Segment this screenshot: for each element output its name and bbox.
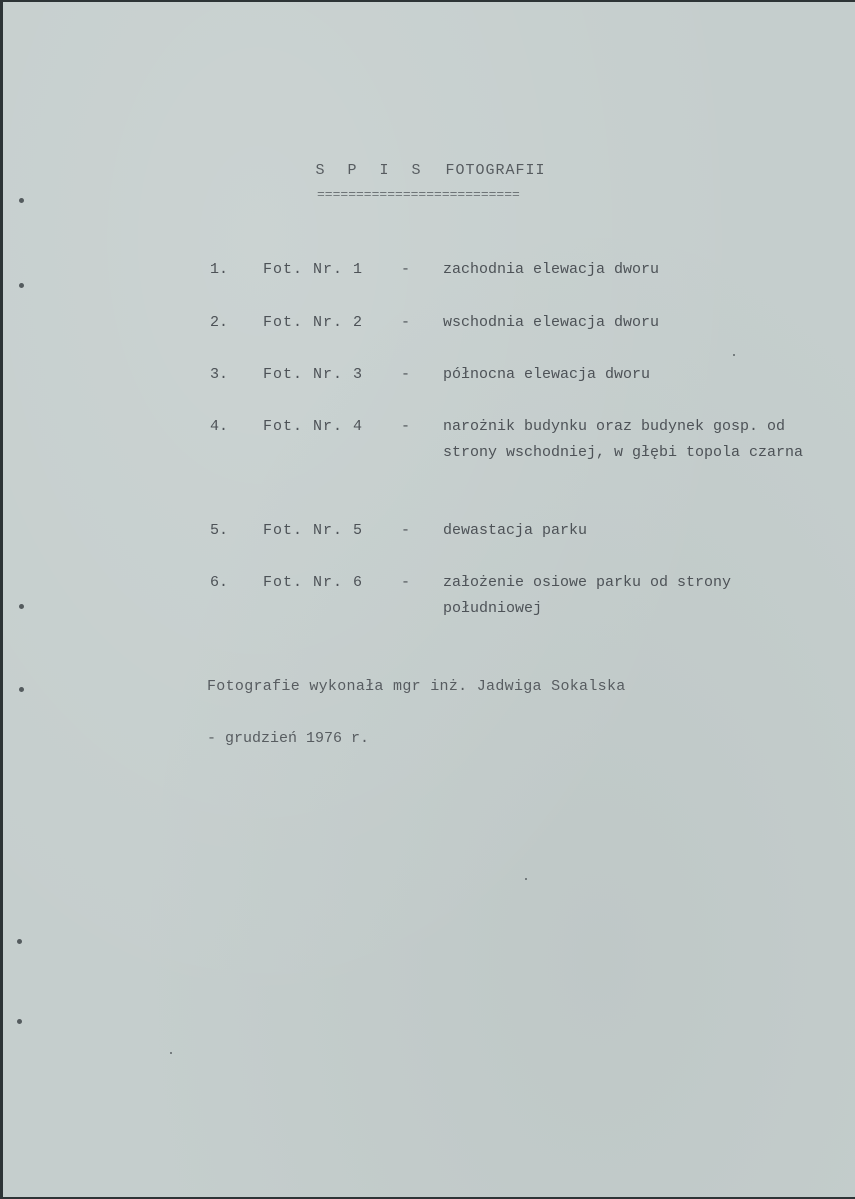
entry-dash: - (401, 366, 411, 383)
title-underline: ========================== (317, 188, 520, 202)
entry-description: zachodnia elewacja dworu (443, 261, 660, 278)
paper-speck (733, 354, 735, 356)
binding-hole (17, 939, 22, 944)
page-title (3, 162, 855, 179)
entry-dash: - (401, 314, 411, 331)
entry-number: 5. (210, 522, 229, 539)
paper-speck (525, 878, 527, 880)
title-fotografii: FOTOGRAFII (445, 162, 546, 179)
paper-speck (170, 1052, 172, 1054)
entry-description: narożnik budynku oraz budynek gosp. od strony wschodniej, w głębi topola czarna (443, 418, 804, 461)
binding-hole (19, 198, 24, 203)
title-spis: S P I S (315, 162, 428, 179)
entry-photo-label: Fot. Nr. 5 (263, 522, 364, 539)
entry-dash: - (401, 574, 411, 591)
entry-description: dewastacja parku (443, 522, 588, 539)
entry-photo-label: Fot. Nr. 3 (263, 366, 364, 383)
entry-description: założenie osiowe parku od strony południowej (443, 574, 732, 617)
entry-description: północna elewacja dworu (443, 366, 651, 383)
binding-hole (19, 604, 24, 609)
entry-photo-label: Fot. Nr. 2 (263, 314, 364, 331)
entry-number: 3. (210, 366, 229, 383)
entry-dash: - (401, 522, 411, 539)
entry-dash: - (401, 418, 411, 435)
entry-dash: - (401, 261, 411, 278)
entry-number: 2. (210, 314, 229, 331)
binding-hole (19, 687, 24, 692)
entry-photo-label: Fot. Nr. 4 (263, 418, 364, 435)
document-date: - grudzień 1976 r. (207, 730, 370, 747)
entry-photo-label: Fot. Nr. 1 (263, 261, 364, 278)
entry-number: 4. (210, 418, 229, 435)
photographer-credit: Fotografie wykonała mgr inż. Jadwiga Sokalska (207, 678, 626, 695)
entry-photo-label: Fot. Nr. 6 (263, 574, 364, 591)
entry-number: 1. (210, 261, 229, 278)
binding-hole (19, 283, 24, 288)
binding-hole (17, 1019, 22, 1024)
entry-description: wschodnia elewacja dworu (443, 314, 660, 331)
entry-number: 6. (210, 574, 229, 591)
